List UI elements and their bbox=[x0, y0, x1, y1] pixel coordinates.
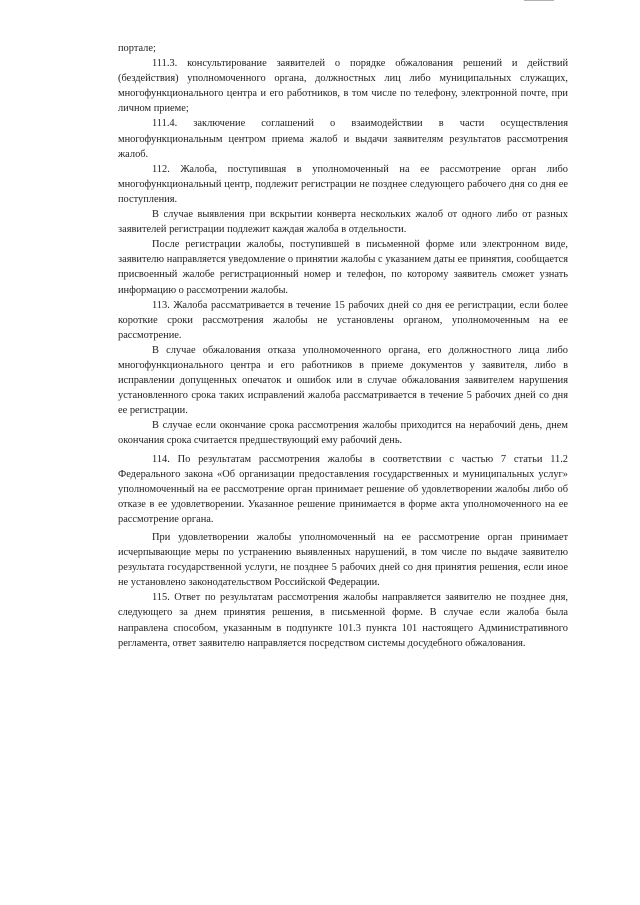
paragraph-113-holiday: В случае если окончание срока рассмотрения жалобы приходится на нерабочий день, днем окончания срока считается предшествующий ему рабочий день. bbox=[118, 420, 568, 447]
document-page bbox=[118, 41, 568, 651]
paragraph-114: 114. По результатам рассмотрения жалобы в соответствии с частью 7 статьи 11.2 Федерального закона «Об организации предоставления государственных и муниципальных услуг» уполномоченный на ее рассмотрение орган принимает решение об удовлетворении жалобы либо об отказе в ее удовлетворении. Указанное решение принимается в форме акта уполномоченного на ее рассмотрение органа. bbox=[118, 453, 568, 525]
paragraph-112-notification: После регистрации жалобы, поступившей в письменной форме или электронном виде, заявителю направляется уведомление о принятии жалобы с указанием даты ее принятия, сообщается присвоенный жалобе регистрационный номер и телефон, по которому заявитель сможет узнать информацию о рассмотрении жалобы. bbox=[118, 239, 568, 296]
paragraph-113: 113. Жалоба рассматривается в течение 15 рабочих дней со дня ее регистрации, если более короткие сроки рассмотрения жалобы не установлены органом, уполномоченным на ее рассмотрение. bbox=[118, 299, 568, 341]
paragraph-111-3: 111.3. консультирование заявителей о порядке обжалования решений и действий (бездействия) уполномоченного органа, должностных лиц либо муниципальных служащих, многофункционального центра и его работников, в том числе по телефону, электронной почте, при личном приеме; bbox=[118, 58, 568, 115]
paragraph-114-satisfaction: При удовлетворении жалобы уполномоченный на ее рассмотрение орган принимает исчерпывающие меры по устранению выявленных нарушений, в том числе по выдаче заявителю результата государственной услуги, не позднее 5 рабочих дней со дня принятия решения, если иное не установлено законодательством Российской Федерации. bbox=[118, 532, 568, 589]
paragraph-115: 115. Ответ по результатам рассмотрения жалобы направляется заявителю не позднее дня, следующего за днем принятия решения, в письменной форме. В случае если жалоба была направлена способом, указанным в подпункте 101.3 пункта 101 настоящего Административного регламента, ответ заявителю направляется посредством системы досудебного обжалования. bbox=[118, 592, 568, 649]
paragraph-portal-end: портале; bbox=[118, 43, 156, 54]
paragraph-112-envelope: В случае выявления при вскрытии конверта нескольких жалоб от одного либо от разных заявителей регистрации подлежит каждая жалоба в отдельности. bbox=[118, 209, 568, 236]
paragraph-112: 112. Жалоба, поступившая в уполномоченный на ее рассмотрение орган либо многофункциональный центр, подлежит регистрации не позднее следующего рабочего дня со дня ее поступления. bbox=[118, 163, 568, 205]
scan-edge-mark bbox=[524, 0, 554, 1]
paragraph-113-refusal: В случае обжалования отказа уполномоченного органа, его должностного лица либо многофункционального центра и его работников в приеме документов у заявителя, либо в исправлении допущенных опечаток и ошибок или в случае обжалования заявителем нарушения установленного срока таких исправлений жалоба рассматривается в течение 5 рабочих дней со дня ее регистрации. bbox=[118, 344, 568, 417]
paragraph-111-4: 111.4. заключение соглашений о взаимодействии в части осуществления многофункциональным центром приема жалоб и выдачи заявителям результатов рассмотрения жалоб. bbox=[118, 118, 568, 160]
